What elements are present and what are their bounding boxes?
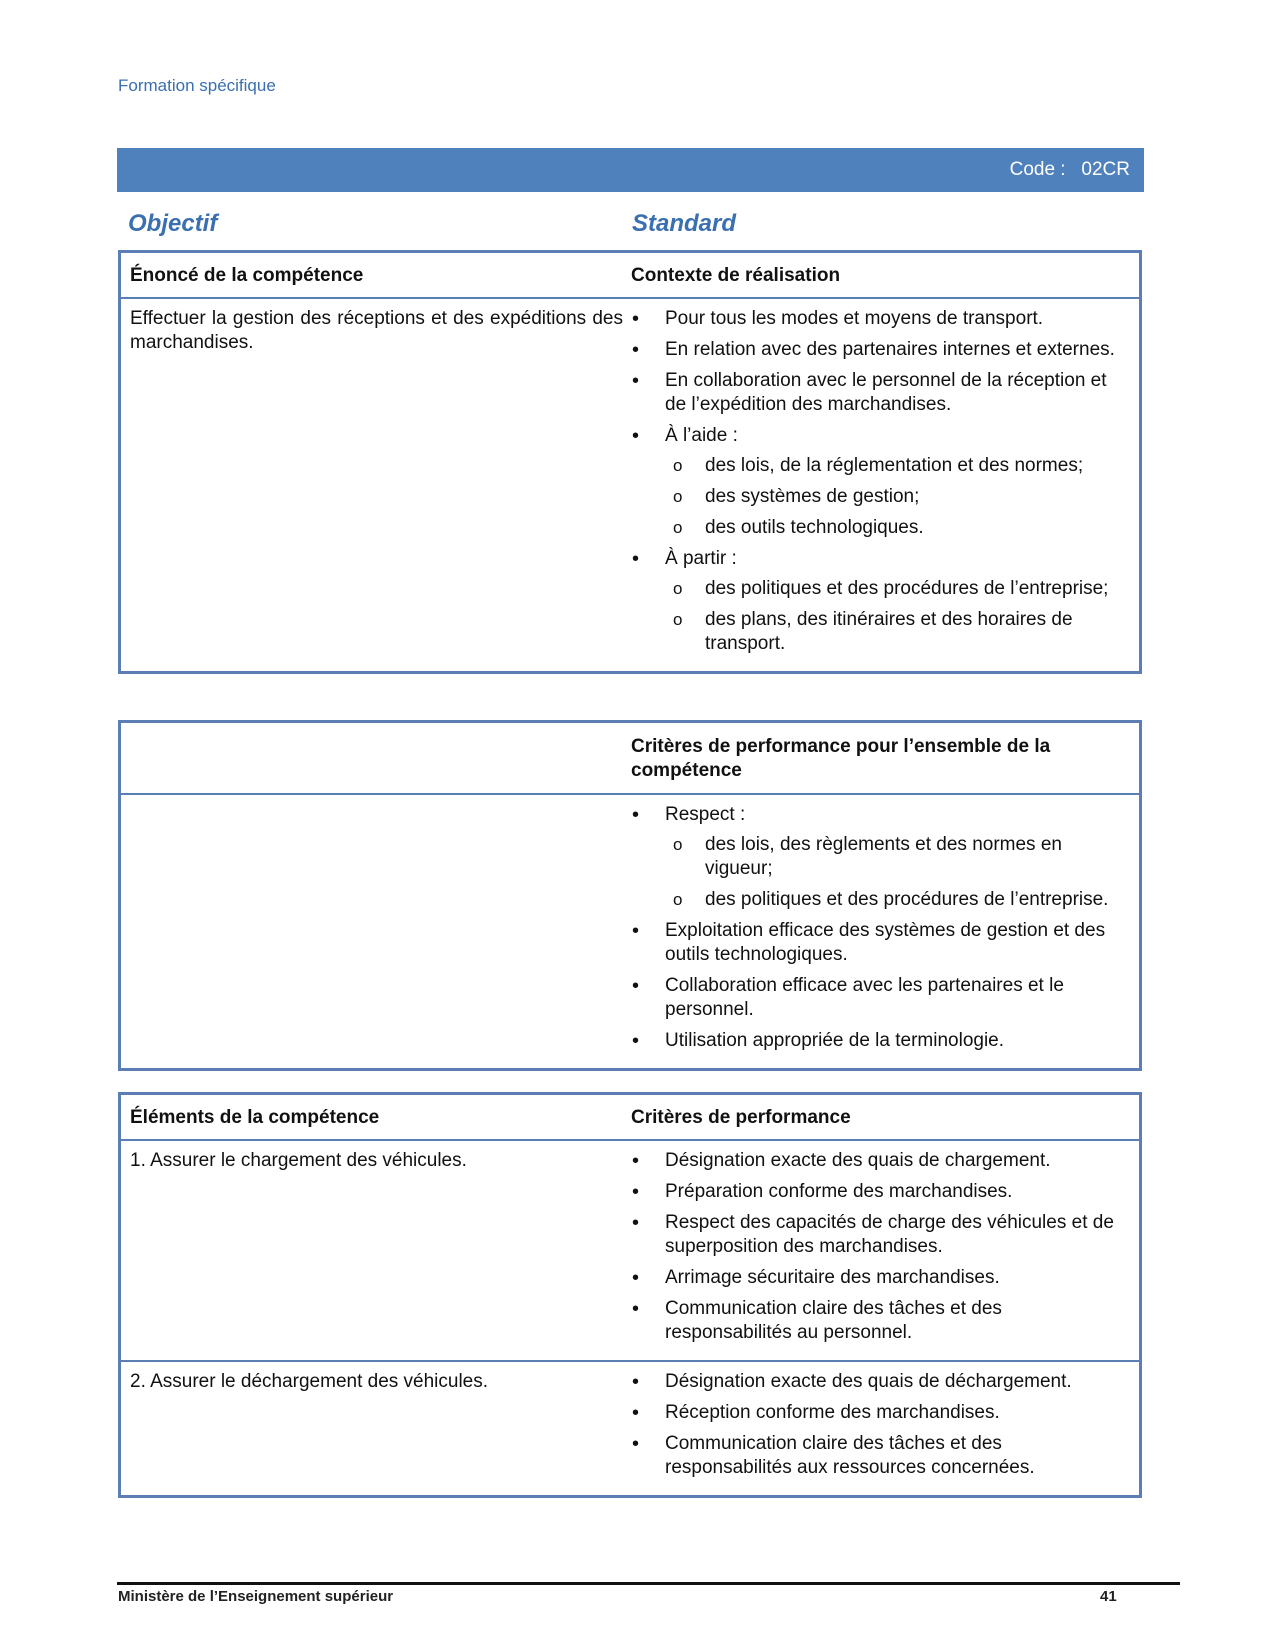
document-header-label: Formation spécifique — [118, 76, 276, 95]
list-item: • Utilisation appropriée de la terminologie. — [631, 1029, 1129, 1053]
table-header — [121, 253, 1139, 299]
table-row — [121, 795, 1139, 1068]
list-item-label: Respect : — [665, 804, 746, 825]
enonce-header: Énoncé de la compétence — [130, 265, 364, 286]
criteria-list — [631, 1149, 1129, 1345]
footer-rule — [117, 1582, 1180, 1585]
sub-list-item: o des politiques et des procédures de l’entreprise. — [665, 888, 1129, 912]
aide-sublist — [665, 454, 1129, 540]
table-header — [121, 1095, 1139, 1141]
list-item: • Désignation exacte des quais de chargement. — [631, 1149, 1129, 1173]
empty-header-cell — [121, 723, 631, 793]
elements-header: Éléments de la compétence — [130, 1107, 380, 1128]
contexte-list — [631, 307, 1129, 656]
competency-statement-table — [118, 250, 1142, 674]
element-label: 1. Assurer le chargement des véhicules. — [130, 1150, 467, 1171]
list-item: • Désignation exacte des quais de déchargement. — [631, 1370, 1129, 1394]
list-item: • Communication claire des tâches et des responsabilités aux ressources concernées. — [631, 1432, 1129, 1480]
competency-code: Code : 02CR — [1009, 159, 1130, 180]
table-row — [121, 1360, 1139, 1495]
sub-list-item: o des plans, des itinéraires et des horaires de transport. — [665, 608, 1129, 656]
table-row — [121, 1141, 1139, 1360]
list-item: • Arrimage sécuritaire des marchandises. — [631, 1266, 1129, 1290]
partir-sublist — [665, 577, 1129, 656]
code-bar — [117, 148, 1144, 192]
criteria-header: Critères de performance — [631, 1107, 851, 1128]
sub-list-item: o des outils technologiques. — [665, 516, 1129, 540]
competency-elements-table — [118, 1092, 1142, 1498]
list-item — [631, 803, 1129, 912]
list-item: • Réception conforme des marchandises. — [631, 1401, 1129, 1425]
objectif-heading: Objectif — [128, 210, 218, 237]
standard-heading: Standard — [632, 210, 737, 237]
table-header — [121, 723, 1139, 795]
sub-list-item: o des lois, des règlements et des normes en vigueur; — [665, 833, 1129, 881]
empty-cell — [121, 795, 631, 1068]
list-item-label: À l’aide : — [665, 425, 738, 446]
page-number: 41 — [1100, 1588, 1117, 1605]
list-item: • Respect des capacités de charge des véhicules et de superposition des marchandises. — [631, 1211, 1129, 1259]
sub-list-item: o des politiques et des procédures de l’entreprise; — [665, 577, 1129, 601]
footer-ministry: Ministère de l’Enseignement supérieur — [118, 1588, 394, 1605]
list-item: • Collaboration efficace avec les partenaires et le personnel. — [631, 974, 1129, 1022]
respect-sublist — [665, 833, 1129, 912]
contexte-header: Contexte de réalisation — [631, 265, 841, 286]
list-item: • Exploitation efficace des systèmes de gestion et des outils technologiques. — [631, 919, 1129, 967]
table-row — [121, 299, 1139, 671]
list-item — [631, 547, 1129, 656]
global-criteria-list — [631, 803, 1129, 1053]
list-item: • En collaboration avec le personnel de la réception et de l’expédition des marchandises. — [631, 369, 1129, 417]
sub-list-item: o des systèmes de gestion; — [665, 485, 1129, 509]
competency-statement: Effectuer la gestion des réceptions et des expéditions des marchandises. — [130, 308, 623, 353]
global-criteria-header: Critères de performance pour l’ensemble de la compétence — [631, 736, 1051, 781]
criteria-list — [631, 1370, 1129, 1480]
list-item: • Pour tous les modes et moyens de transport. — [631, 307, 1129, 331]
list-item-label: À partir : — [665, 548, 737, 569]
list-item: • En relation avec des partenaires internes et externes. — [631, 338, 1129, 362]
list-item — [631, 424, 1129, 540]
global-performance-criteria-table — [118, 720, 1142, 1071]
element-label: 2. Assurer le déchargement des véhicules. — [130, 1371, 489, 1392]
list-item: • Communication claire des tâches et des responsabilités au personnel. — [631, 1297, 1129, 1345]
sub-list-item: o des lois, de la réglementation et des normes; — [665, 454, 1129, 478]
list-item: • Préparation conforme des marchandises. — [631, 1180, 1129, 1204]
